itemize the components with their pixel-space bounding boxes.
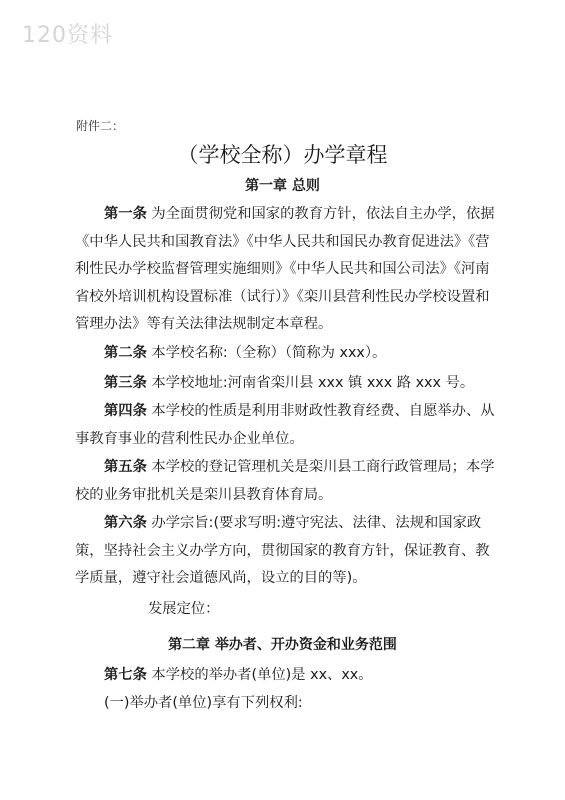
document-title: （学校全称）办学章程 [177,143,388,167]
article-7 [75,662,495,690]
article-text: 本学校地址:河南省栾川县 xxx 镇 xxx 路 xxx 号。 [146,375,475,391]
watermark: 120资料 [22,23,113,48]
article-5 [75,454,495,509]
development-positioning: 发展定位： [148,601,220,617]
article-label: 第三条 [104,375,147,391]
article-text: 为全面贯彻党和国家的教育方针，依法自主办学，依据《中华人民共和国教育法》《中华人民共和国民办教育促进法》《营利性民办学校监督管理实施细则》《中华人民共和国公司法》《河南省校外培训机构设置标准（试行）》《栾川县营利性民办学校设置和管理办法》等有关法律法规制定本章程。 [75,206,495,332]
article-text: 本学校的举办者(单位)是 xx、xx。 [146,667,373,683]
article-text: 本学校的性质是利用非财政性教育经费、自愿举办、从事教育事业的营利性民办企业单位。 [75,403,495,447]
article-2 [75,340,495,368]
article-text: 本学校的登记管理机关是栾川县工商行政管理局；本学校的业务审批机关是栾川县教育体育局。 [75,459,495,503]
article-1 [75,201,495,339]
founder-rights-heading: (一)举办者(单位)享有下列权利: [104,695,303,711]
article-3 [75,370,495,398]
article-6 [75,510,495,593]
article-label: 第七条 [104,667,147,683]
article-label: 第一条 [104,206,147,222]
annex-label: 附件二： [76,119,125,133]
chapter-2-heading: 第二章 举办者、开办资金和业务范围 [168,637,397,653]
article-label: 第六条 [104,515,147,531]
article-label: 第四条 [104,403,147,419]
article-label: 第五条 [104,459,147,475]
chapter-1-heading: 第一章 总则 [245,178,320,194]
article-text: 本学校名称:（全称）（简称为 xxx）。 [146,345,387,361]
article-4 [75,398,495,453]
article-label: 第二条 [104,345,147,361]
article-text: 办学宗旨:(要求写明:遵守宪法、法律、法规和国家政策，坚持社会主义办学方向，贯彻国家的教育方针，保证教育、教学质量，遵守社会道德风尚，设立的目的等)。 [75,515,490,586]
